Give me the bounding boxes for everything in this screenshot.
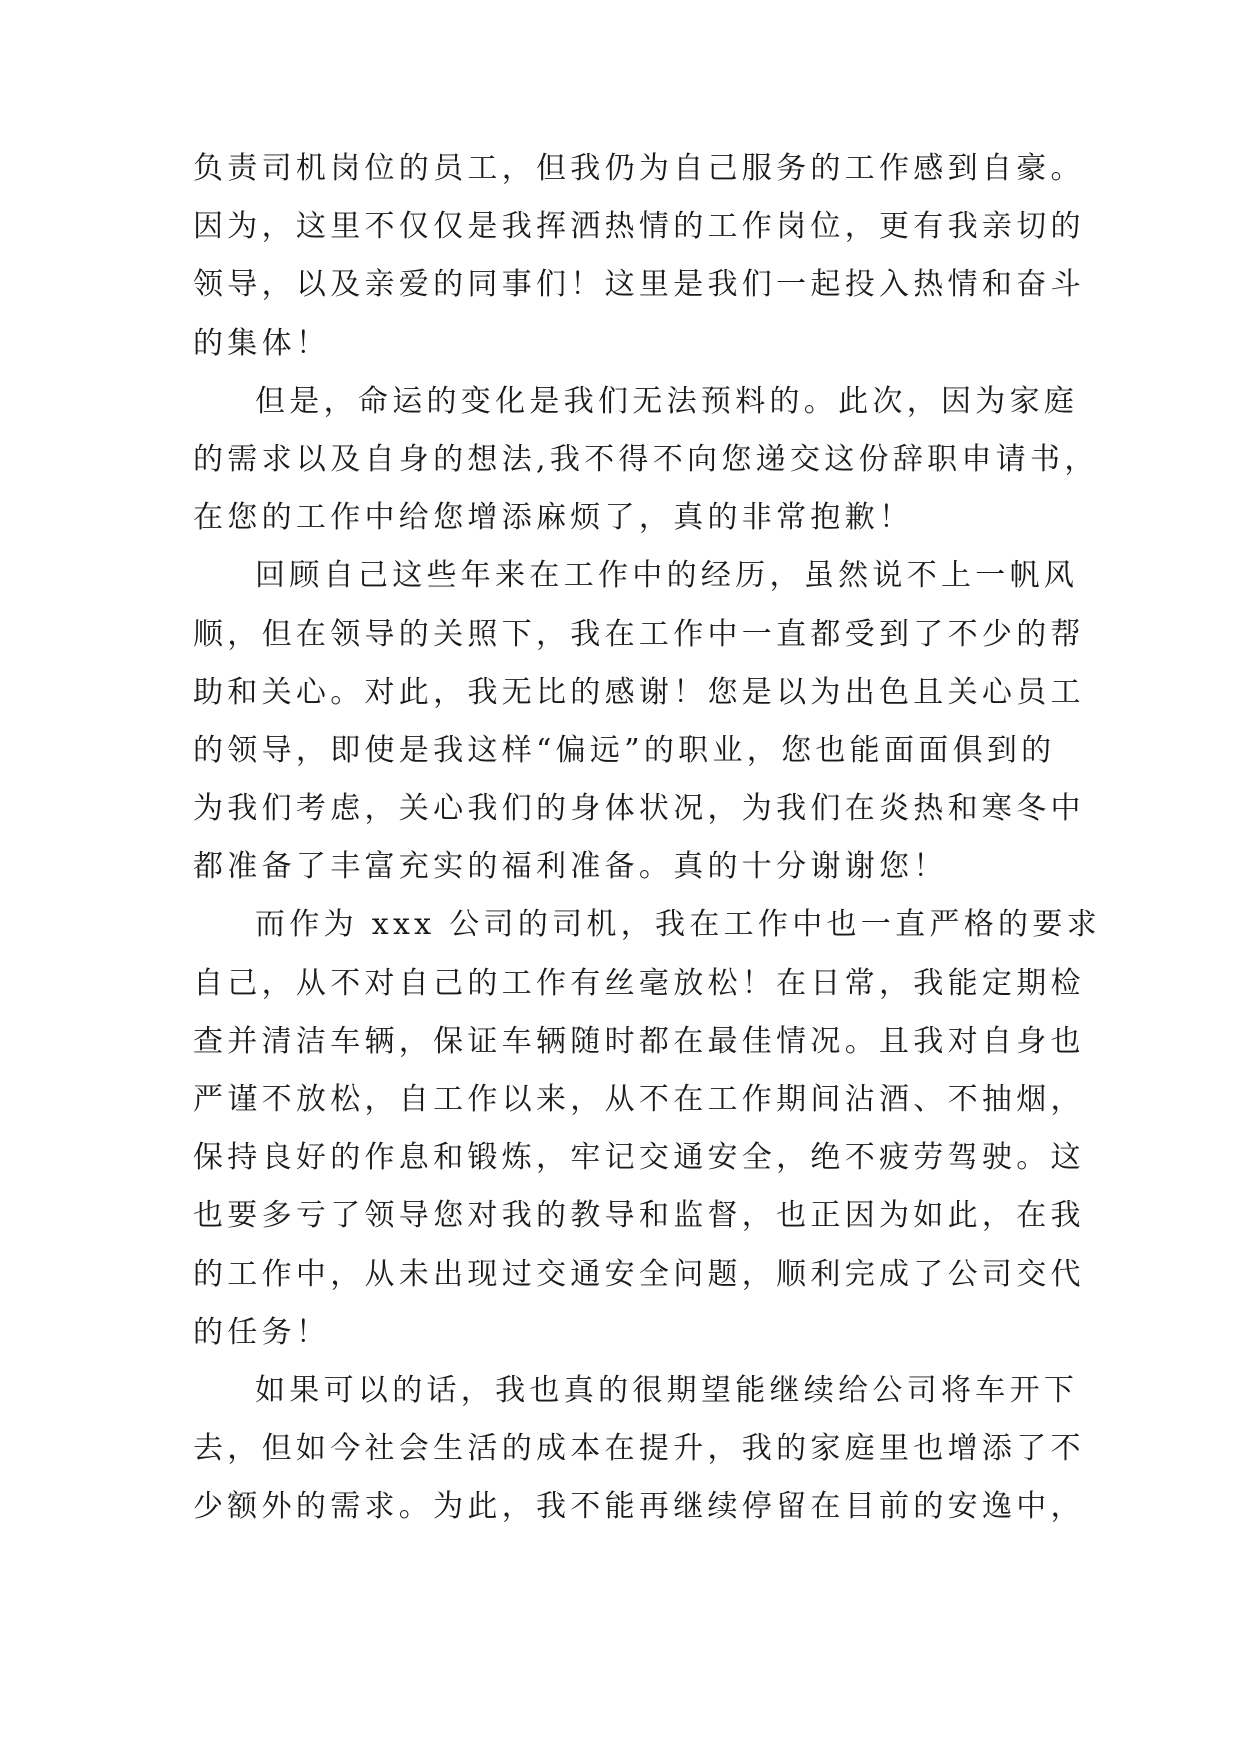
text-line: 的任务！ <box>193 1314 331 1350</box>
text-line: 领导，以及亲爱的同事们！这里是我们一起投入热情和奋斗 <box>193 267 1085 303</box>
text-line: 严谨不放松，自工作以来，从不在工作期间沾酒、不抽烟， <box>193 1082 1085 1117</box>
paragraph-first-line: 如果可以的话，我也真的很期望能继续给公司将车开下 <box>255 1372 1079 1408</box>
text-line: 保持良好的作息和锻炼，牢记交通安全，绝不疲劳驾驶。这 <box>193 1140 1085 1176</box>
text-line: 在您的工作中给您增添麻烦了，真的非常抱歉！ <box>193 500 914 536</box>
text-line: 都准备了丰富充实的福利准备。真的十分谢谢您！ <box>193 849 948 885</box>
text-line: 的需求以及自身的想法,我不得不向您递交这份辞职申请书， <box>193 441 1099 477</box>
text-line: 查并清洁车辆，保证车辆随时都在最佳情况。且我对自身也 <box>193 1023 1085 1059</box>
text-line: 也要多亏了领导您对我的教导和监督，也正因为如此，在我 <box>193 1198 1085 1234</box>
text-line: 的工作中，从未出现过交通安全问题，顺利完成了公司交代 <box>193 1256 1085 1292</box>
text-line: 为我们考虑，关心我们的身体状况，为我们在炎热和寒冬中 <box>193 791 1085 827</box>
text-line: 顺，但在领导的关照下，我在工作中一直都受到了不少的帮 <box>193 616 1085 652</box>
text-line: 负责司机岗位的员工，但我仍为自己服务的工作感到自豪。 <box>193 151 1085 186</box>
paragraph-first-line: 而作为 xxx 公司的司机，我在工作中也一直严格的要求 <box>255 907 1101 943</box>
text-line: 的领导，即使是我这样“偏远”的职业，您也能面面俱到的 <box>193 732 1056 768</box>
text-line: 自己，从不对自己的工作有丝毫放松！在日常，我能定期检 <box>193 965 1085 1001</box>
text-line: 因为，这里不仅仅是我挥洒热情的工作岗位，更有我亲切的 <box>193 209 1085 245</box>
text-line: 助和关心。对此，我无比的感谢！您是以为出色且关心员工 <box>193 674 1085 710</box>
paragraph-first-line: 回顾自己这些年来在工作中的经历，虽然说不上一帆风 <box>255 558 1079 594</box>
paragraph-first-line: 但是，命运的变化是我们无法预料的。此次，因为家庭 <box>255 383 1079 419</box>
text-line: 少额外的需求。为此，我不能再继续停留在目前的安逸中， <box>193 1489 1085 1525</box>
text-line: 的集体！ <box>193 325 331 361</box>
letter-body <box>193 140 1101 1537</box>
text-line: 去，但如今社会生活的成本在提升，我的家庭里也增添了不 <box>193 1431 1085 1467</box>
